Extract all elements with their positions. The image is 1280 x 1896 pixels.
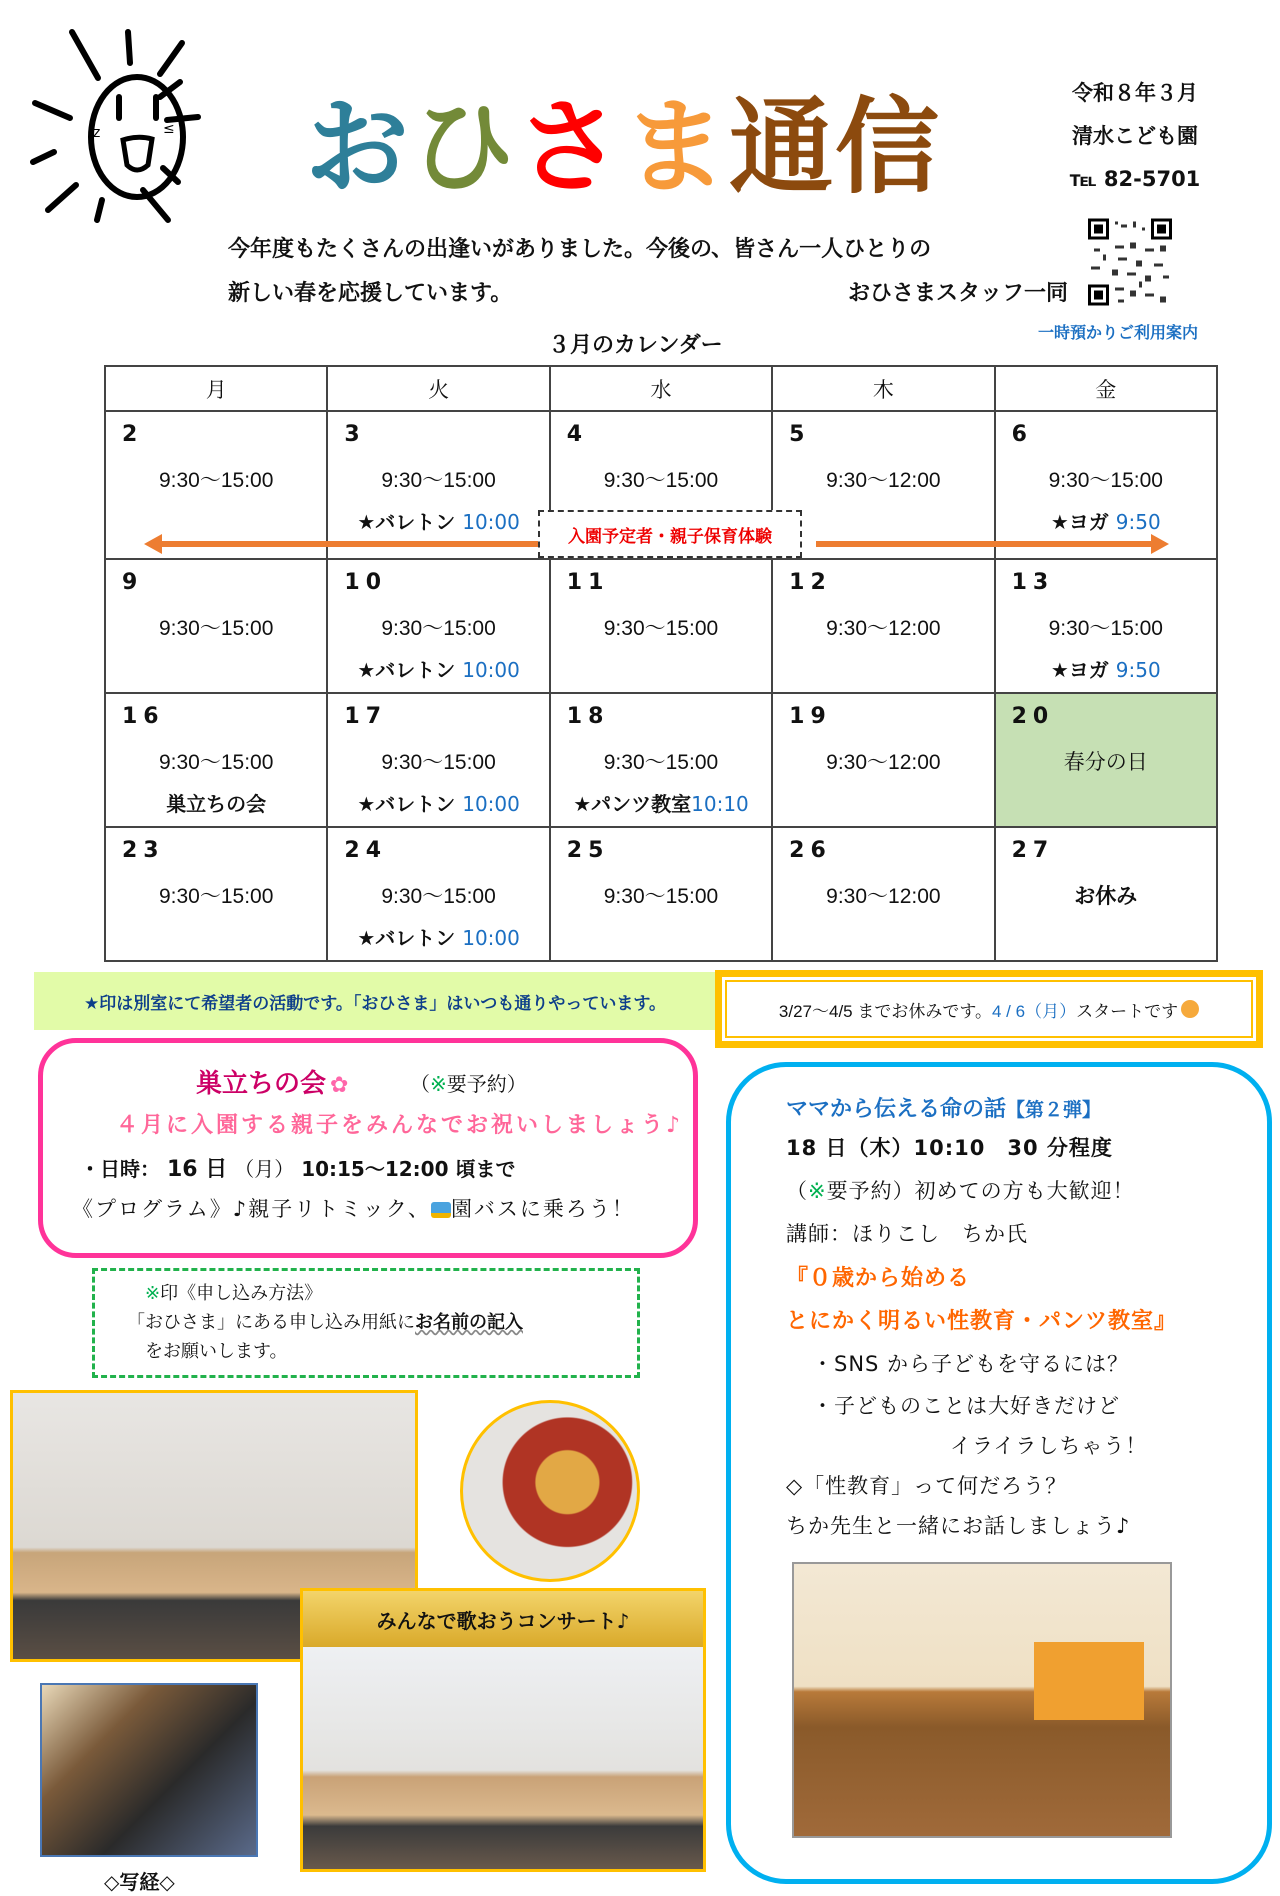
calendar-day bbox=[550, 693, 772, 827]
event-time: 10:00 bbox=[462, 792, 520, 816]
star-activity-note: ★印は別室にて希望者の活動です。「おひさま」はいつも通りやっています。 bbox=[34, 972, 716, 1030]
event-time: 9:50 bbox=[1115, 510, 1161, 534]
calendar-day bbox=[327, 693, 549, 827]
reference-mark: ※ bbox=[145, 1283, 161, 1304]
bus-icon bbox=[431, 1202, 451, 1218]
event-label: ★ヨガ bbox=[1050, 658, 1109, 682]
day-number: 26 bbox=[789, 838, 832, 863]
date-time: 10:15～12:00 頃まで bbox=[301, 1157, 516, 1181]
day-hours: 9:30～15:00 bbox=[158, 617, 274, 640]
talk-lecturer: 講師：ほりこし ちか氏 bbox=[786, 1222, 1028, 1246]
intro-signature: おひさまスタッフ一同 bbox=[847, 281, 1068, 306]
calendar-day bbox=[105, 693, 327, 827]
calendar-day bbox=[550, 559, 772, 693]
paren: （ bbox=[410, 1072, 430, 1096]
childcare-guide-link[interactable]: 一時預かりご利用案内 bbox=[1038, 323, 1199, 342]
title-char-sa: さ bbox=[517, 86, 624, 208]
weekday-tue: 火 bbox=[327, 366, 549, 411]
day-number: 13 bbox=[1011, 570, 1055, 595]
apply-emphasis: お名前の記入 bbox=[415, 1312, 523, 1333]
intro-message bbox=[228, 228, 1068, 316]
calendar-title: ３月のカレンダー bbox=[548, 333, 723, 358]
date-label: ・日時： bbox=[80, 1157, 160, 1181]
event-time: 10:00 bbox=[462, 926, 520, 950]
day-hours: 9:30～15:00 bbox=[381, 469, 496, 492]
arrow-left-icon bbox=[160, 541, 538, 547]
qr-code-icon[interactable] bbox=[1088, 218, 1172, 306]
svg-text:≤: ≤ bbox=[163, 121, 175, 137]
weekday-wed: 水 bbox=[550, 366, 772, 411]
graduation-program bbox=[72, 1193, 635, 1223]
day-hours: 9:30～12:00 bbox=[826, 617, 941, 640]
day-number: 2 bbox=[122, 422, 144, 447]
calendar-day bbox=[995, 827, 1217, 961]
day-hours: 9:30～12:00 bbox=[826, 469, 941, 492]
day-hours: 9:30～12:00 bbox=[826, 751, 941, 774]
partition-screen bbox=[1034, 1642, 1144, 1720]
day-hours: 9:30～15:00 bbox=[1048, 469, 1163, 492]
event-label: ★バレトン bbox=[357, 510, 456, 534]
graduation-datetime bbox=[80, 1152, 515, 1183]
day-number: 23 bbox=[122, 838, 165, 863]
title-char-hi: ひ bbox=[411, 86, 518, 208]
day-number: 6 bbox=[1011, 422, 1033, 447]
event-label: ★バレトン bbox=[357, 926, 456, 950]
day-hours: 9:30～15:00 bbox=[158, 885, 274, 908]
calendar-day bbox=[772, 693, 994, 827]
date-weekday: （月） bbox=[234, 1157, 295, 1181]
day-number: 5 bbox=[789, 422, 811, 447]
weekday-fri: 金 bbox=[995, 366, 1217, 411]
calendar-day bbox=[327, 559, 549, 693]
event-label: 巣立ちの会 bbox=[166, 792, 267, 816]
event-label: ★バレトン bbox=[357, 792, 456, 816]
day-hours: 9:30～15:00 bbox=[603, 751, 719, 774]
day-event bbox=[328, 788, 548, 817]
event-label: ★パンツ教室 bbox=[573, 792, 692, 816]
shakyo-photo bbox=[40, 1683, 258, 1857]
day-number: 20 bbox=[1011, 704, 1055, 729]
calendar-day bbox=[105, 411, 327, 559]
talk-closing: ちか先生と一緒にお話しましょう♪ bbox=[786, 1514, 1131, 1538]
calendar-day bbox=[772, 827, 994, 961]
issue-date: 令和８年３月 bbox=[1072, 81, 1198, 105]
day-hours: 9:30～15:00 bbox=[158, 751, 274, 774]
calendar-week-4 bbox=[105, 827, 1217, 961]
calendar-day bbox=[327, 827, 549, 961]
event-label: ★バレトン bbox=[357, 658, 456, 682]
event-time: 10:00 bbox=[462, 658, 520, 682]
event-time: 10:10 bbox=[691, 792, 749, 816]
program-text: 《プログラム》♪親子リトミック、 bbox=[72, 1197, 431, 1221]
title-char-tsushin: 通信 bbox=[729, 86, 942, 208]
day-hours: 9:30～15:00 bbox=[603, 617, 719, 640]
title-char-ma: ま bbox=[623, 86, 730, 208]
day-hours: 9:30～15:00 bbox=[381, 751, 496, 774]
day-closed: お休み bbox=[1074, 885, 1138, 908]
paren: （ bbox=[786, 1179, 808, 1203]
weekday-mon: 月 bbox=[105, 366, 327, 411]
calendar-day bbox=[772, 411, 994, 559]
event-time: 10:00 bbox=[462, 510, 520, 534]
day-number: 17 bbox=[344, 704, 388, 729]
day-event bbox=[328, 922, 548, 951]
smiling-sun-icon bbox=[30, 25, 215, 225]
title-char-o: お bbox=[305, 86, 412, 208]
day-hours: 9:30～15:00 bbox=[158, 469, 274, 492]
day-hours: 9:30～15:00 bbox=[1048, 617, 1163, 640]
smiling-face-icon bbox=[1181, 1000, 1199, 1018]
day-event bbox=[106, 788, 326, 817]
intro-line-2: 新しい春を応援しています。 bbox=[228, 281, 513, 306]
school-name: 清水こども園 bbox=[1072, 124, 1198, 148]
day-hours: 9:30～12:00 bbox=[826, 885, 941, 908]
day-event bbox=[551, 788, 771, 817]
day-number: 25 bbox=[566, 838, 610, 863]
graduation-event-title bbox=[196, 1063, 348, 1100]
calendar-day bbox=[550, 827, 772, 961]
weekday-thu: 木 bbox=[772, 366, 994, 411]
application-method-box bbox=[92, 1268, 640, 1378]
day-number: 9 bbox=[122, 570, 144, 595]
holiday-name: 春分の日 bbox=[1063, 751, 1148, 774]
talk-bullet-2: ・子どものことは大好きだけど bbox=[812, 1394, 1120, 1418]
shakyo-caption: ◇写経◇ bbox=[104, 1870, 175, 1894]
day-hours: 9:30～15:00 bbox=[603, 885, 719, 908]
issue-info bbox=[1050, 72, 1220, 201]
graduation-subtitle: ４月に入園する親子をみんなでお祝いしましょう♪ bbox=[116, 1113, 684, 1138]
talk-bullet-2b: イライラしちゃう！ bbox=[950, 1434, 1148, 1458]
event-time: 9:50 bbox=[1115, 658, 1161, 682]
svg-text:z: z bbox=[93, 125, 101, 141]
calendar-day bbox=[995, 559, 1217, 693]
talk-title bbox=[786, 1092, 1101, 1123]
apply-title: 印《申し込み方法》 bbox=[160, 1283, 323, 1304]
talk-theme-1: 『０歳から始める bbox=[786, 1266, 971, 1291]
workshop-photo bbox=[792, 1562, 1172, 1838]
reference-mark: ※ bbox=[430, 1072, 447, 1096]
concert-photo bbox=[300, 1588, 706, 1872]
apply-text: 「おひさま」にある申し込み用紙に bbox=[127, 1312, 415, 1333]
event-label: ★ヨガ bbox=[1050, 510, 1109, 534]
concert-scene bbox=[303, 1647, 703, 1871]
apply-text-end: をお願いします。 bbox=[145, 1341, 288, 1362]
day-event bbox=[996, 654, 1216, 683]
reservation-required bbox=[410, 1068, 527, 1097]
day-hours: 9:30～15:00 bbox=[381, 617, 496, 640]
day-number: 18 bbox=[566, 704, 610, 729]
concert-banner: みんなで歌おうコンサート♪ bbox=[303, 1591, 703, 1647]
day-hours: 9:30～15:00 bbox=[603, 469, 719, 492]
day-event bbox=[328, 506, 548, 535]
calendar-day bbox=[105, 559, 327, 693]
talk-title-text: ママから伝える命の話 bbox=[786, 1097, 1007, 1122]
talk-title-tag: 【第２弾】 bbox=[1006, 1099, 1102, 1121]
spring-break-notice bbox=[715, 970, 1263, 1048]
phone-number: ℡ 82-5701 bbox=[1069, 167, 1201, 191]
trial-period-label: 入園予定者・親子保育体験 bbox=[538, 510, 802, 558]
talk-theme-2: とにかく明るい性教育・パンツ教室』 bbox=[786, 1309, 1178, 1334]
day-number: 12 bbox=[789, 570, 832, 595]
day-hours: 9:30～15:00 bbox=[381, 885, 496, 908]
talk-question: ◇「性教育」って何だろう？ bbox=[786, 1474, 1068, 1498]
day-number: 4 bbox=[566, 422, 589, 447]
date-value: 16 日 bbox=[166, 1157, 228, 1182]
day-number: 24 bbox=[344, 838, 388, 863]
day-number: 3 bbox=[344, 422, 366, 447]
day-number: 16 bbox=[122, 704, 165, 729]
reserve-text: 要予約） bbox=[446, 1072, 527, 1096]
newsletter-title bbox=[305, 86, 942, 208]
arrow-right-icon bbox=[816, 541, 1153, 547]
break-period: 3/27～4/5 までお休みです。 bbox=[778, 1001, 992, 1021]
calendar-day bbox=[327, 411, 549, 559]
cherry-blossom-icon: ✿ bbox=[330, 1073, 349, 1098]
day-number: 10 bbox=[344, 570, 388, 595]
calendar-day bbox=[772, 559, 994, 693]
calendar-week-3 bbox=[105, 693, 1217, 827]
talk-date: 18 日（木）10:10 30 分程度 bbox=[786, 1136, 1113, 1160]
day-event bbox=[996, 506, 1216, 535]
break-suffix: スタートです bbox=[1076, 1001, 1179, 1021]
calendar-week-2 bbox=[105, 559, 1217, 693]
restart-date: 4 / 6（月） bbox=[992, 1001, 1077, 1021]
talk-reservation bbox=[786, 1175, 1135, 1205]
day-number: 27 bbox=[1011, 838, 1055, 863]
talk-bullet-1: ・SNS から子どもを守るには？ bbox=[812, 1352, 1130, 1376]
intro-line-1: 今年度もたくさんの出逢いがありました。今後の、皆さん一人ひとりの bbox=[228, 237, 932, 262]
program-bus-text: 園バスに乗ろう！ bbox=[450, 1197, 635, 1221]
lion-puppet-photo bbox=[460, 1400, 640, 1582]
reserve-text: 要予約）初めての方も大歓迎！ bbox=[826, 1179, 1135, 1203]
day-number: 11 bbox=[566, 570, 610, 595]
calendar-day-holiday bbox=[995, 693, 1217, 827]
day-event bbox=[328, 654, 548, 683]
reference-mark: ※ bbox=[808, 1179, 827, 1203]
calendar-day bbox=[995, 411, 1217, 559]
event-title-text: 巣立ちの会 bbox=[196, 1069, 327, 1099]
march-calendar bbox=[104, 365, 1218, 962]
calendar-day bbox=[105, 827, 327, 961]
day-number: 19 bbox=[789, 704, 832, 729]
graduation-event-box bbox=[38, 1038, 698, 1258]
